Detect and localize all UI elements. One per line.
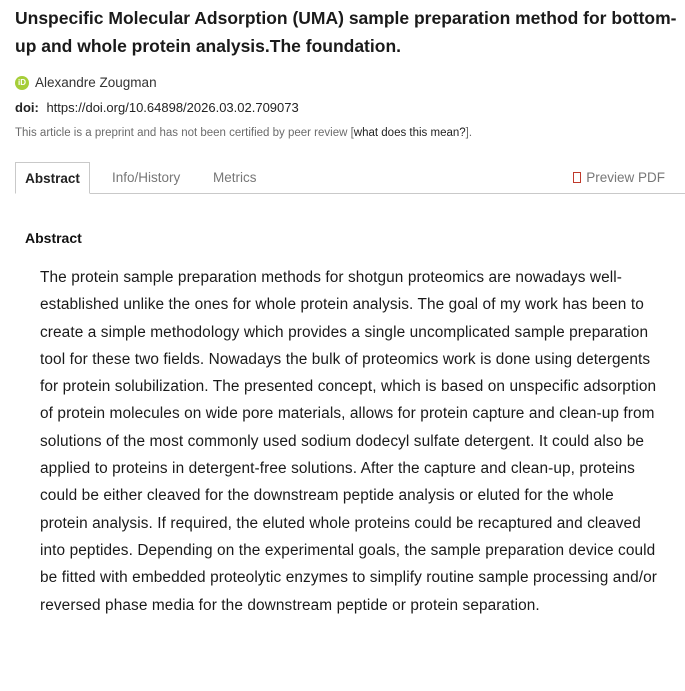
author-row bbox=[15, 75, 157, 90]
preview-pdf-button[interactable] bbox=[573, 162, 665, 193]
preview-pdf-label: Preview PDF bbox=[586, 170, 665, 185]
preprint-notice-end: ]. bbox=[465, 127, 473, 139]
author-name[interactable]: Alexandre Zougman bbox=[35, 75, 157, 90]
doi-link[interactable]: https://doi.org/10.64898/2026.03.02.709073 bbox=[46, 100, 299, 115]
doi-label: doi: bbox=[15, 100, 39, 115]
abstract-heading: Abstract bbox=[25, 230, 82, 246]
preprint-notice-text: This article is a preprint and has not been certified by peer review [ bbox=[15, 127, 354, 139]
doi-row bbox=[15, 100, 299, 115]
tab-info-history[interactable]: Info/History bbox=[112, 170, 181, 185]
article-title: Unspecific Molecular Adsorption (UMA) sample preparation method for bottom-up and whole protein analysis.The foundation. bbox=[15, 8, 677, 56]
pdf-file-icon bbox=[573, 172, 581, 183]
tab-abstract[interactable]: Abstract bbox=[15, 162, 90, 194]
article-tabs bbox=[15, 162, 685, 194]
what-does-this-mean-link[interactable]: what does this mean? bbox=[353, 127, 466, 139]
orcid-icon[interactable]: iD bbox=[15, 76, 29, 90]
tab-metrics[interactable]: Metrics bbox=[213, 170, 257, 185]
preprint-notice bbox=[15, 127, 472, 139]
abstract-body: The protein sample preparation methods for shotgun proteomics are nowadays well-established unlike the ones for whole protein analysis. The goal of my work has been to create a simple methodology which provides a single uncomplicated sample preparation tool for these two fields. Nowadays the bulk of proteomics work is done using detergents for protein solubilization. The presented concept, which is based on unspecific adsorption of protein molecules on wide pore materials, allows for protein capture and clean-up from solutions of the most commonly used sodium dodecyl sulfate detergent. It could also be applied to proteins in detergent-free solutions. After the capture and clean-up, proteins could be either cleaved for the downstream peptide analysis or eluted for the whole protein analysis. If required, the eluted whole proteins could be recaptured and cleaved into peptides. Depending on the experimental goals, the sample preparation device could be fitted with embedded proteolytic enzymes to simplify routine sample processing and/or reversed phase media for the downstream peptide or protein separation. bbox=[40, 269, 658, 614]
